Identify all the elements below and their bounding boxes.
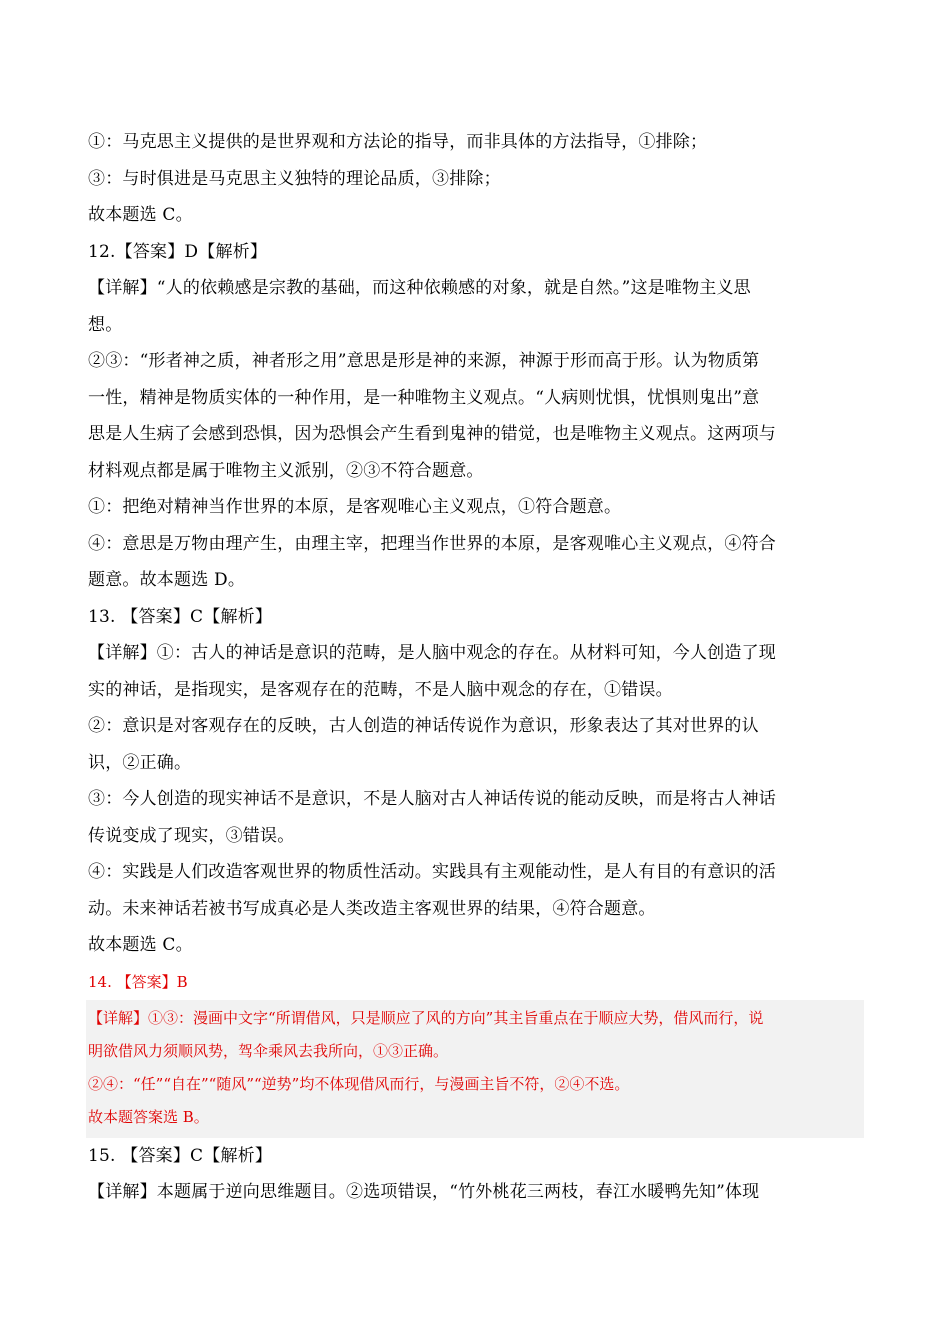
text-line: ④：实践是人们改造客观世界的物质性活动。实践具有主观能动性，是人有目的有意识的活 [88,862,776,882]
text-line: ①：马克思主义提供的是世界观和方法论的指导，而非具体的方法指导，①排除； [88,132,708,152]
text-line: 动。未来神话若被书写成真必是人类改造主客观世界的结果，④符合题意。 [88,898,656,919]
text-line: ③：今人创造的现实神话不是意识，不是人脑对古人神话传说的能动反映，而是将古人神话 [88,789,776,809]
explanation-line: ②④：“任”“自在”“随风”“逆势”均不体现借风而行，与漫画主旨不符，②④不选。 [88,1074,630,1093]
text-line: 思是人生病了会感到恐惧，因为恐惧会产生看到鬼神的错觉，也是唯物主义观点。这两项与 [88,424,776,444]
text-line: ②：意识是对客观存在的反映，古人创造的神话传说作为意识，形象表达了其对世界的认 [88,716,759,736]
question-14-header: 14. 【答案】B [88,972,188,991]
text-line: ④：意思是万物由理产生，由理主宰，把理当作世界的本原，是客观唯心主义观点，④符合 [88,533,776,554]
explanation-line: 故本题答案选 B。 [88,1107,209,1126]
text-line: 一性，精神是物质实体的一种作用，是一种唯物主义观点。“人病则忧惧，忧惧则鬼出”意 [88,387,760,408]
document-page [88,124,864,1211]
question-14-explanation [86,1000,864,1138]
text-line: 传说变成了现实，③错误。 [88,825,295,846]
explanation-line: 明欲借风力须顺风势，驾伞乘风去我所向，①③正确。 [88,1041,449,1060]
question-12-header: 12.【答案】D【解析】 [88,241,268,262]
text-line: 识，②正确。 [88,752,192,773]
text-line: 实的神话，是指现实，是客观存在的范畴，不是人脑中观念的存在，①错误。 [88,679,673,700]
text-line: 想。 [88,314,123,335]
text-line: 【详解】“人的依赖感是宗教的基础，而这种依赖感的对象，就是自然。”这是唯物主义思 [88,278,751,298]
text-line: ③：与时俱进是马克思主义独特的理论品质，③排除； [88,168,501,189]
text-line: 【详解】①：古人的神话是意识的范畴，是人脑中观念的存在。从材料可知，今人创造了现 [88,643,776,663]
text-line: 材料观点都是属于唯物主义派别，②③不符合题意。 [88,460,484,481]
text-line: ①：把绝对精神当作世界的本原，是客观唯心主义观点，①符合题意。 [88,497,622,517]
text-line: ②③：“形者神之质，神者形之用”意思是形是神的来源，神源于形而高于形。认为物质第 [88,351,760,371]
text-line: 故本题选 C。 [88,205,193,225]
text-line: 题意。故本题选 D。 [88,570,246,590]
text-line: 故本题选 C。 [88,935,193,955]
explanation-line: 【详解】①③：漫画中文字“所谓借风，只是顺应了风的方向”其主旨重点在于顺应大势，借风而行，说 [88,1008,764,1027]
text-line: 【详解】本题属于逆向思维题目。②选项错误，“竹外桃花三两枝，春江水暖鸭先知”体现 [88,1182,760,1202]
question-13-header: 13. 【答案】C【解析】 [88,606,273,627]
question-15-header: 15. 【答案】C【解析】 [88,1145,273,1166]
